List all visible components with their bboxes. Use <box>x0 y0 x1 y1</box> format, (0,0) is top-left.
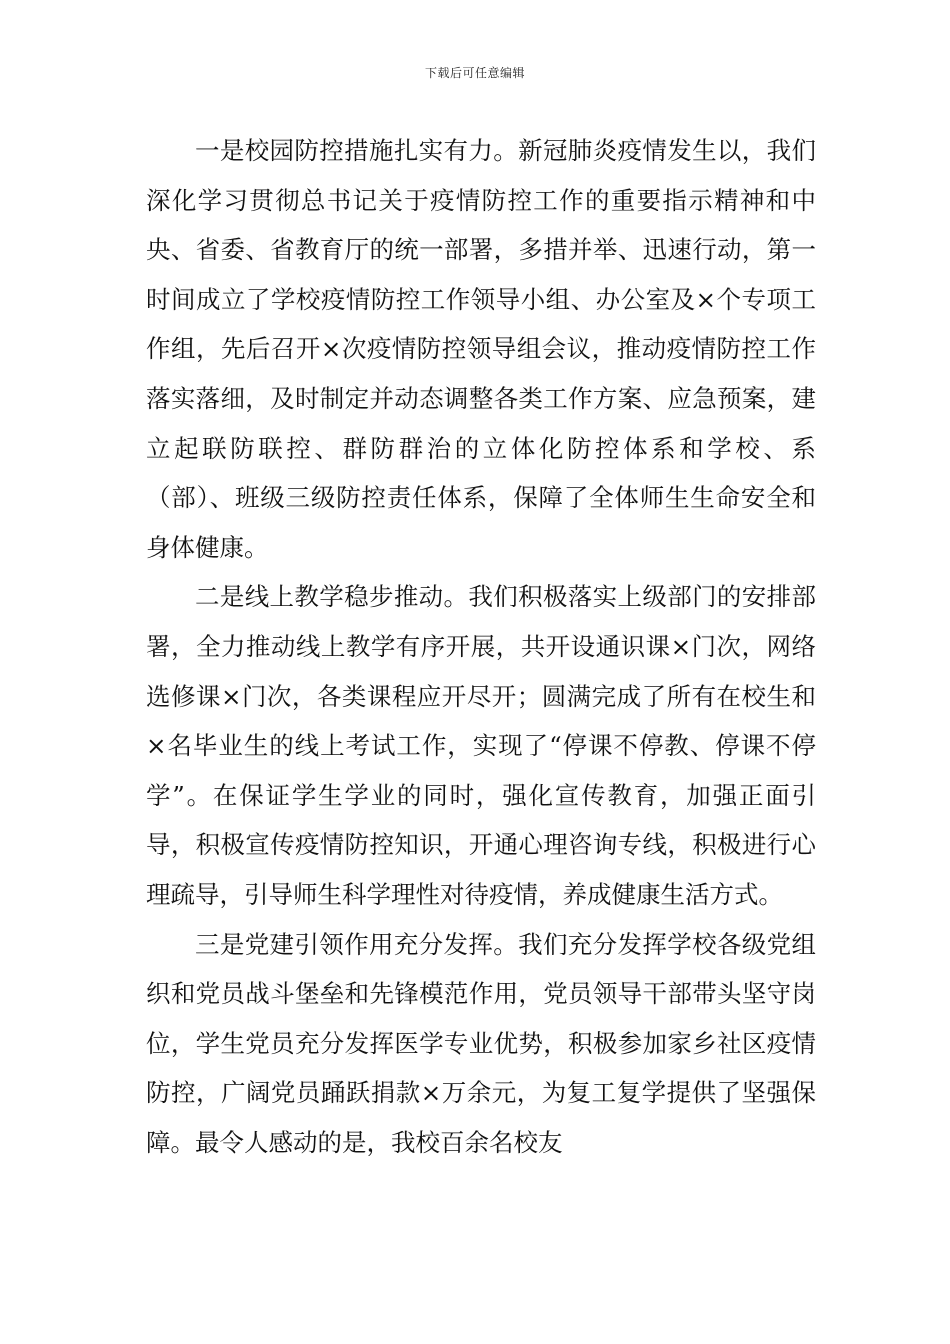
paragraph-online-teaching: 二是线上教学稳步推动。我们积极落实上级部门的安排部署，全力推动线上教学有序开展，共开设通识课×门次，网络选修课×门次，各类课程应开尽开；圆满完成了所有在校生和×名毕业生的线上考试工作，实现了“停课不停教、停课不停学”。在保证学生学业的同时，强化宣传教育，加强正面引导，积极宣传疫情防控知识，开通心理咨询专线，积极进行心理疏导，引导师生科学理性对待疫情，养成健康生活方式。 <box>146 582 816 909</box>
paragraph-party-leadership: 三是党建引领作用充分发挥。我们充分发挥学校各级党组织和党员战斗堡垒和先锋模范作用，党员领导干部带头坚守岗位，学生党员充分发挥医学专业优势，积极参加家乡社区疫情防控，广阔党员踊跃捐款×万余元，为复工复学提供了坚强保障。最令人感动的是，我校百余名校友 <box>146 929 816 1157</box>
page-header: 下载后可任意编辑 <box>424 66 525 80</box>
document-body <box>146 126 816 1167</box>
paragraph-campus-prevention: 一是校园防控措施扎实有力。新冠肺炎疫情发生以，我们深化学习贯彻总书记关于疫情防控工作的重要指示精神和中央、省委、省教育厅的统一部署，多措并举、迅速行动，第一时间成立了学校疫情防控工作领导小组、办公室及×个专项工作组，先后召开×次疫情防控领导组会议，推动疫情防控工作落实落细，及时制定并动态调整各类工作方案、应急预案，建立起联防联控、群防群治的立体化防控体系和学校、系（部）、班级三级防控责任体系，保障了全体师生生命安全和身体健康。 <box>146 136 816 562</box>
